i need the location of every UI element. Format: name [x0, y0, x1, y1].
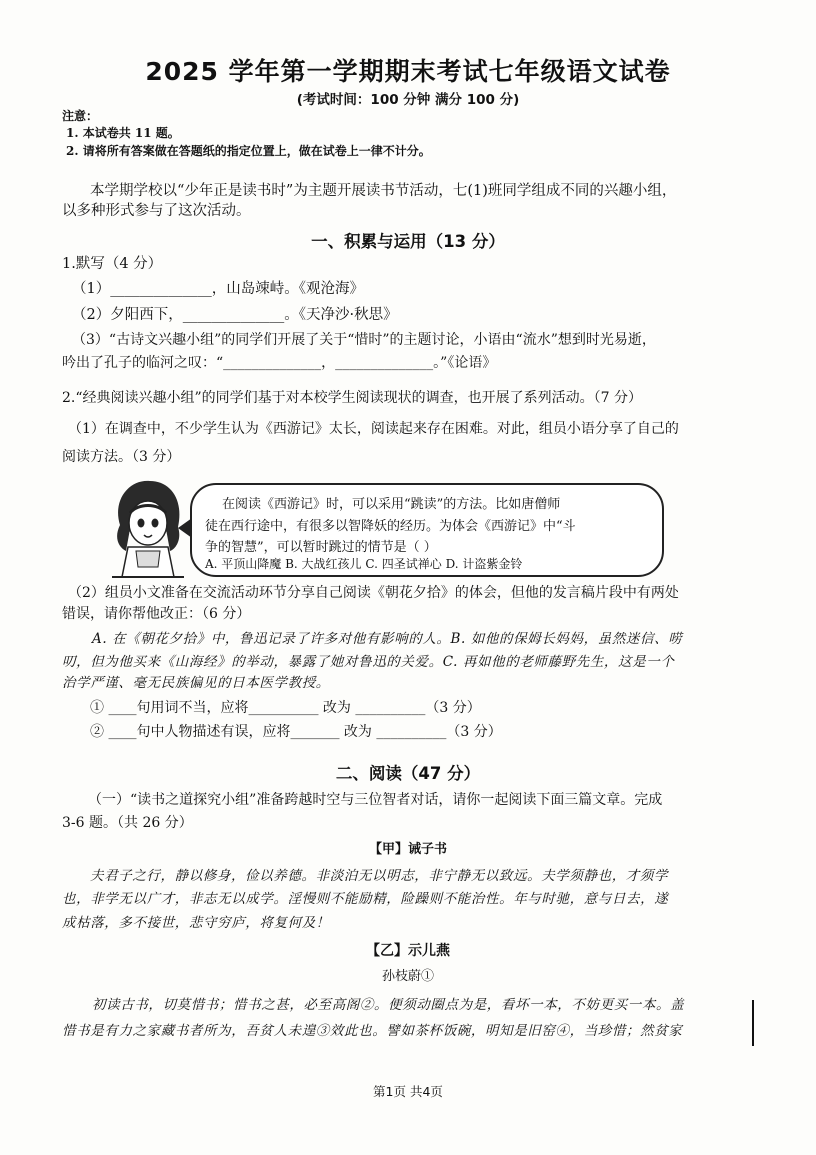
- passage-line: A. 在《朝花夕拾》中，鲁迅记录了许多对他有影响的人。B. 如他的保姆长妈妈，虽然迷信、唠: [92, 631, 683, 647]
- text-yi-title: 【乙】示儿燕: [366, 943, 450, 959]
- q1-line: （3）“古诗文兴趣小组”的同学们开展了关于“惜时”的主题讨论，小语由“流水”想到时光易逝，: [72, 332, 656, 348]
- q1-line: （1）______________，山岛竦峙。《观沧海》: [72, 281, 364, 297]
- bubble-line: 争的智慧”，可以暂时跳过的情节是（ ）: [205, 540, 437, 555]
- reading-intro-line: 3-6 题。（共 26 分）: [62, 815, 193, 831]
- girl-illustration: [108, 477, 188, 579]
- page-number: 第1页 共4页: [373, 1084, 443, 1099]
- margin-mark: [752, 1000, 754, 1046]
- yi-line: 惜书是有力之家藏书者所为，吾贫人未遑③效此也。譬如茶杯饭碗，明知是旧窑④，当珍惜；然贫家: [62, 1023, 683, 1039]
- bubble-options: A. 平顶山降魔 B. 大战红孩儿 C. 四圣试禅心 D. 计盗紫金铃: [205, 557, 523, 571]
- jia-line: 成枯落，多不接世，悲守穷庐，将复何及！: [62, 915, 330, 931]
- yi-line: 初读古书，切莫惜书；惜书之甚，必至高阁②。便须动圈点为是，看坏一本，不妨更买一本。盖: [92, 997, 685, 1013]
- q1-line: 吟出了孔子的临河之叹：“______________，______________。”《论语》: [62, 355, 497, 371]
- bubble-line: 徒在西行途中，有很多以智降妖的经历。为体会《西游记》中“斗: [205, 519, 576, 534]
- q1-line: （2）夕阳西下，______________。《天净沙·秋思》: [72, 307, 398, 323]
- text-jia-title: 【甲】诫子书: [368, 842, 447, 857]
- page-title: 2025 学年第一学期期末考试七年级语文试卷: [145, 57, 671, 86]
- note-item: 2. 请将所有答案做在答题纸的指定位置上，做在试卷上一律不计分。: [66, 144, 431, 158]
- question-2-head: 2.“经典阅读兴趣小组”的同学们基于对本校学生阅读现状的调查，也开展了系列活动。（7 分）: [62, 390, 643, 406]
- jia-line: 也，非学无以广才，非志无以成学。淫慢则不能励精，险躁则不能治性。年与时驰，意与日去，遂: [62, 891, 669, 907]
- section-title: 一、积累与运用（13 分）: [311, 232, 505, 251]
- intro-line: 本学期学校以“少年正是读书时”为主题开展读书节活动，七(1)班同学组成不同的兴趣小组，: [90, 183, 677, 199]
- passage-line: 治学严谨、毫无民族偏见的日本医学教授。: [62, 675, 330, 691]
- q2-p1-line: 阅读方法。（3 分）: [62, 449, 181, 465]
- note-item: 1. 本试卷共 11 题。: [66, 126, 180, 140]
- fix-line: ② ____句中人物描述有误，应将_______ 改为 __________（3 分）: [90, 724, 502, 740]
- q2-p2-line: （2）组员小文准备在交流活动环节分享自己阅读《朝花夕拾》的体会，但他的发言稿片段中有两处: [68, 585, 679, 601]
- jia-line: 夫君子之行，静以修身，俭以养德。非淡泊无以明志，非宁静无以致远。夫学须静也，才须学: [90, 868, 669, 884]
- intro-line: 以多种形式参与了这次活动。: [62, 203, 251, 219]
- notes-heading: 注意：: [62, 109, 99, 123]
- fix-line: ① ____句用词不当，应将__________ 改为 __________（3 分）: [90, 700, 481, 716]
- q2-p2-line: 错误，请你帮他改正：（6 分）: [62, 606, 251, 622]
- passage-line: 叨，但为他买来《山海经》的举动，暴露了她对鲁迅的关爱。C. 再如他的老师藤野先生，这是一个: [62, 654, 675, 670]
- text-yi-author: 孙枝蔚①: [381, 969, 434, 984]
- section-title: 二、阅读（47 分）: [335, 764, 481, 783]
- exam-info: (考试时间：100 分钟 满分 100 分): [296, 92, 520, 108]
- reading-intro-line: （一）“读书之道探究小组”准备跨越时空与三位智者对话，请你一起阅读下面三篇文章。完成: [88, 792, 663, 808]
- q2-p1-line: （1）在调查中，不少学生认为《西游记》太长，阅读起来存在困难。对此，组员小语分享了自己的: [68, 421, 679, 437]
- bubble-line: 在阅读《西游记》时，可以采用“跳读”的方法。比如唐僧师: [222, 497, 561, 512]
- question-1-head: 1.默写（4 分）: [62, 256, 163, 272]
